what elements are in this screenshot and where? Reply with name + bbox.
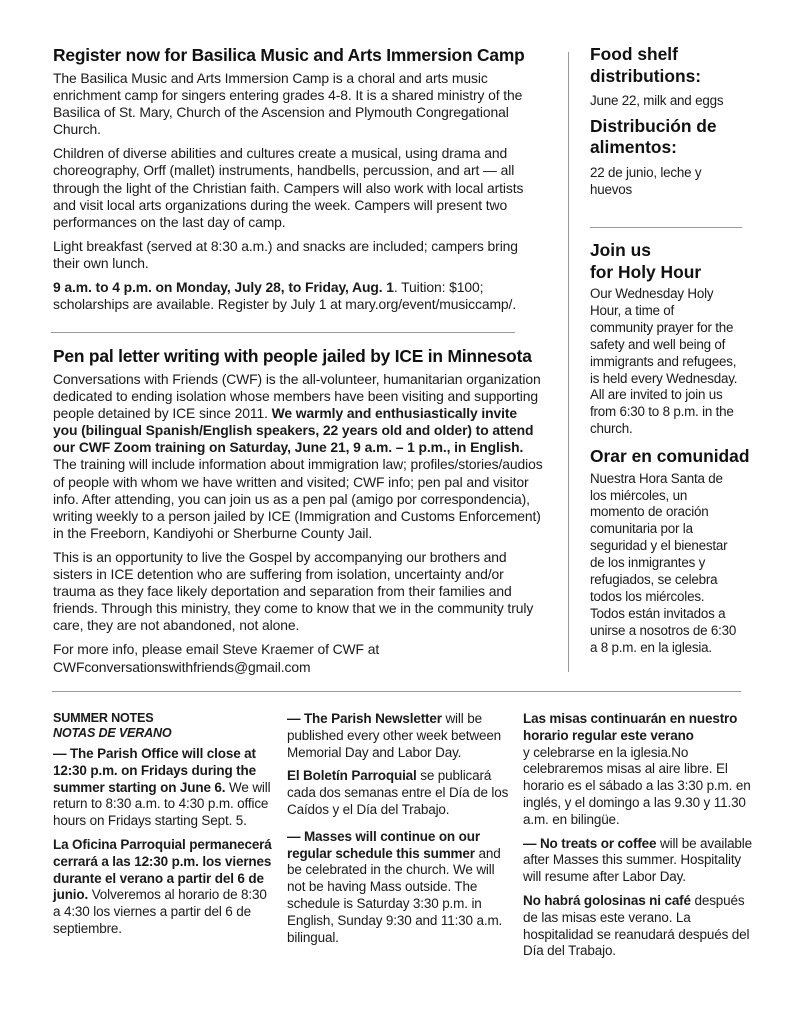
penpal-paragraph-2: This is an opportunity to live the Gospel by accompanying our brothers and sisters in ICE detention who are suffering from isolation, uncertainty and/or trauma as they face likely deportation and separation from their families and friends. Through this ministry, they come to know that we in the community truly care, they are not abandoned, not alone. — [53, 548, 534, 634]
food-shelf-box — [590, 44, 755, 199]
main-column — [53, 44, 543, 313]
food-shelf-title-en: Food shelf distributions: — [590, 44, 702, 86]
notes-heading-es: NOTAS DE VERANO — [53, 725, 172, 740]
notes-heading-en: SUMMER NOTES — [53, 711, 154, 725]
notes-column-1 — [53, 711, 273, 938]
penpal-contact-text: For more info, please email Steve Kraemer of CWF at — [53, 641, 380, 658]
penpal-column — [53, 345, 543, 676]
music-camp-dates: 9 a.m. to 4 p.m. on Monday, July 28, to Friday, Aug. 1 — [53, 279, 394, 296]
notes-column-2 — [287, 711, 515, 946]
holy-hour-title-line-1: Join us — [590, 240, 651, 260]
office-note-es-rest: Volveremos al horario de 8:30 a 4:30 los viernes a partir del 6 de septiembre. — [53, 887, 267, 936]
music-camp-paragraph-1: The Basilica Music and Arts Immersion Camp is a choral and arts music enrichment camp for singers entering grades 4-8. It is a shared ministry of the Basilica of St. Mary, Church of the Ascension and Plymouth Congregational Church. — [53, 70, 523, 138]
holy-hour-title-line-2: for Holy Hour — [590, 261, 702, 282]
penpal-paragraph-1 — [53, 371, 543, 542]
office-note-en-bold: — The Parish Office will close at 12:30 p.m. on Fridays during the summer starting on June 6. — [53, 746, 256, 795]
notes-heading — [53, 711, 273, 740]
office-note-en-rest: We will return to 8:30 a.m. to 4:30 p.m. office hours on Fridays starting Sept. 5. — [53, 779, 271, 829]
newsletter-note-es — [287, 768, 515, 818]
newsletter-note-en — [287, 711, 515, 761]
section-divider — [51, 332, 515, 333]
notes-column-3 — [523, 711, 755, 960]
masses-note-es-rest: y celebrarse en la iglesia.No celebraremos misas al aire libre. El horario es el sábado a las 3:30 p.m. en inglés, y el domingo a las 9.30 y 11.30 a.m. en bilingüe. — [523, 744, 751, 827]
column-divider — [568, 52, 569, 672]
penpal-title: Pen pal letter writing with people jailed by ICE in Minnesota — [53, 346, 532, 366]
penpal-article — [53, 345, 543, 676]
holy-hour-box — [590, 240, 755, 657]
treats-note-es-rest: después de las misas este verano. La hospitalidad se reanudará después del Día del Trabajo. — [523, 892, 750, 959]
penpal-body — [53, 371, 543, 676]
masses-note-en-bold: — Masses will continue on our regular schedule this summer — [287, 828, 480, 861]
penpal-intro: Conversations with Friends (CWF) is the all-volunteer, humanitarian organization dedicated to ending isolation whose members have been visiting and supporting people detained by ICE since 2011. — [53, 371, 541, 422]
office-note-es — [53, 837, 273, 938]
treats-note-en — [523, 836, 755, 886]
masses-note-en — [287, 829, 515, 947]
penpal-paragraph-3 — [53, 641, 543, 675]
sidebar-divider — [590, 227, 742, 228]
food-shelf-body-es: 22 de junio, leche y huevos — [590, 164, 702, 197]
food-shelf-body-en: June 22, milk and eggs — [590, 93, 724, 108]
music-camp-paragraph-2: Children of diverse abilities and cultures create a musical, using drama and choreography, Orff (mallet) instruments, handbells, percussion, and art — all through the light of the Christian faith. Campers will also work with local artists and visit local arts organizations during the week. Campers will present two performances on the last day of camp. — [53, 145, 524, 230]
music-camp-body — [53, 70, 543, 313]
holy-hour-body: Our Wednesday Holy Hour, a time of community prayer for the safety and well being of immigrants and refugees, is held every Wednesday. All are invited to join us from 6:30 to 8 p.m. in the church. — [590, 286, 738, 437]
office-note-es-bold: La Oficina Parroquial permanecerá cerrará a las 12:30 p.m. los viernes durante el verano a partir del 6 de junio. — [53, 836, 272, 903]
music-camp-article — [53, 44, 543, 313]
treats-note-en-rest: will be available after Masses this summer. Hospitality will resume after Labor Day. — [523, 835, 752, 885]
holy-hour-title — [590, 240, 755, 283]
food-shelf-title-es: Distribución de alimentos: — [590, 115, 717, 158]
orar-body: Nuestra Hora Santa de los miércoles, un momento de oración comunitaria por la seguridad y el bienestar de los inmigrantes y refugiados, se celebra todos los miércoles. Todos están invitados a unirse a nosotros de 6:30 a 8 p.m. en la iglesia. — [590, 470, 737, 655]
treats-note-es — [523, 893, 755, 960]
masses-note-en-rest: and be celebrated in the church. We will not be having Mass outside. The schedule is Saturday 3:30 p.m. in English, Sunday 9:30 and 11:30 a.m. bilingual. — [287, 845, 503, 945]
music-camp-tuition-register: . Tuition: $100; scholarships are available. Register by July 1 at mary.org/event/musiccamp/. — [53, 279, 517, 313]
penpal-training-details: The training will include information about immigration law; profiles/stories/audios of people with whom we have written and visited; CWF info; pen pal and visitor info. After attending, you can join us as a pen pal (amigo por correspondencia), writing weekly to a person jailed by ICE (Immigration and Customs Enforcement) in the Freeborn, Kandiyohi or Sherburne County Jail. — [53, 456, 543, 541]
newsletter-note-es-bold: El Boletín Parroquial — [287, 768, 417, 784]
masses-note-es-bold: Las misas continuarán en nuestro horario regular este verano — [523, 711, 738, 743]
masses-note-es — [523, 711, 755, 829]
music-camp-paragraph-3: Light breakfast (served at 8:30 a.m.) and snacks are included; campers bring their own lunch. — [53, 237, 518, 271]
newsletter-note-en-bold: — The Parish Newsletter — [287, 711, 442, 726]
music-camp-paragraph-4 — [53, 279, 543, 313]
penpal-invitation: We warmly and enthusiastically invite you (bilingual Spanish/English speakers, 22 years old and older) to attend our CWF Zoom training on Saturday, June 21, 9 a.m. – 1 p.m., in English. — [53, 405, 534, 456]
treats-note-en-bold: — No treats or coffee — [523, 835, 657, 851]
treats-note-es-bold: No habrá golosinas ni café — [523, 892, 691, 908]
newsletter-note-en-rest: will be published every other week between Memorial Day and Labor Day. — [287, 711, 502, 760]
orar-title: Orar en comunidad — [590, 446, 750, 467]
sidebar — [590, 44, 755, 199]
office-note-en — [53, 746, 273, 830]
penpal-contact-email[interactable]: CWFconversationswithfriends@gmail.com — [53, 658, 311, 675]
newsletter-note-es-rest: se publicará cada dos semanas entre el Día de los Caídos y el Día del Trabajo. — [287, 768, 509, 817]
music-camp-title: Register now for Basilica Music and Arts Immersion Camp — [53, 45, 525, 65]
notes-divider — [52, 691, 741, 692]
